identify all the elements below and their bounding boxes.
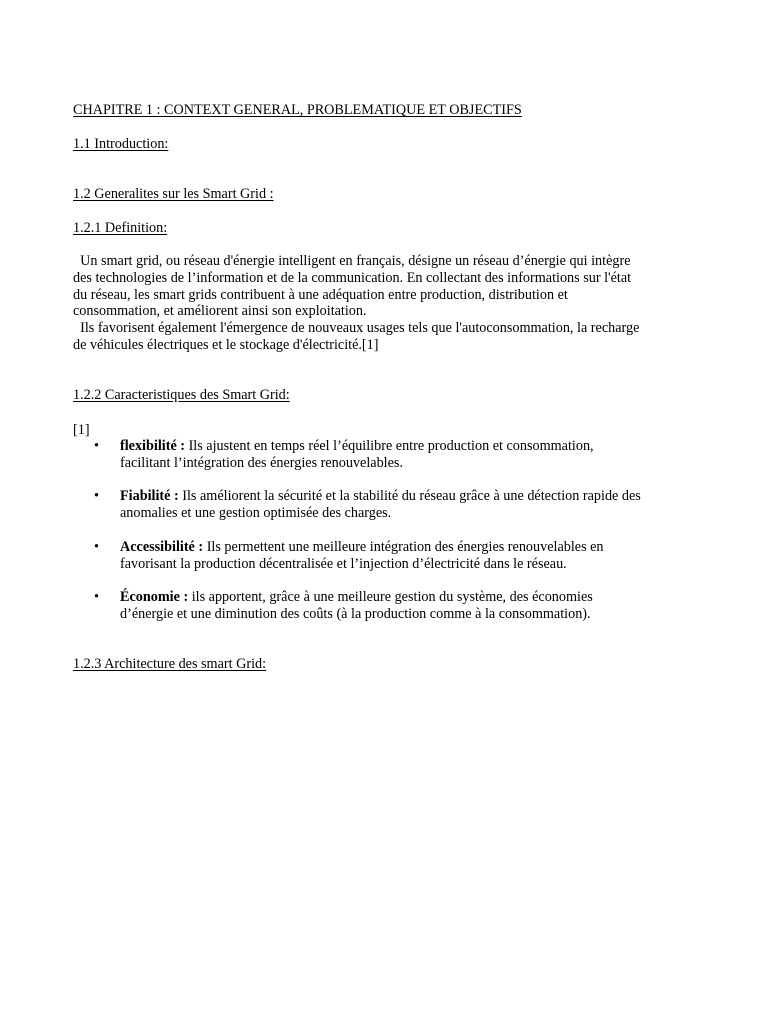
definition-line: de véhicules électriques et le stockage d'électricité.[1]	[73, 336, 379, 353]
list-item-text	[120, 539, 720, 573]
definition-line: des technologies de l’information et de la communication. En collectant des informations sur l'état	[73, 269, 632, 286]
section-heading-architecture: 1.2.3 Architecture des smart Grid:	[73, 656, 267, 672]
section-heading-caracteristiques: 1.2.2 Caracteristiques des Smart Grid:	[73, 387, 290, 403]
list-item-term: flexibilité :	[120, 438, 186, 454]
definition-line: consommation, et améliorent ainsi son exploitation.	[73, 303, 367, 320]
list-item-description: Ils ajustent en temps réel l’équilibre entre production et consommation,	[185, 438, 594, 454]
list-item-text	[120, 488, 720, 522]
definition-paragraph	[73, 253, 703, 354]
bullet-icon: •	[94, 589, 99, 605]
definition-line: du réseau, les smart grids contribuent à une adéquation entre production, distribution et	[73, 286, 568, 303]
list-item-description: favorisant la production décentralisée et l’injection d’électricité dans le réseau.	[120, 555, 567, 572]
section-heading-definition: 1.2.1 Definition:	[73, 220, 168, 236]
bullet-icon: •	[94, 539, 99, 555]
list-item-description: ils apportent, grâce à une meilleure gestion du système, des économies	[188, 589, 593, 605]
bullet-icon: •	[94, 488, 99, 504]
list-item-term: Fiabilité :	[120, 488, 179, 504]
list-item-description: facilitant l’intégration des énergies renouvelables.	[120, 454, 403, 471]
definition-line: Ils favorisent également l'émergence de nouveaux usages tels que l'autoconsommation, la recharge	[73, 320, 640, 337]
list-item-description: Ils améliorent la sécurité et la stabilité du réseau grâce à une détection rapide des	[178, 488, 641, 504]
list-item-description: anomalies et une gestion optimisée des charges.	[120, 504, 392, 521]
list-item-description: d’énergie et une diminution des coûts (à la production comme à la consommation).	[120, 605, 591, 622]
list-item-text	[120, 438, 720, 472]
bullet-icon: •	[94, 438, 99, 454]
list-item-term: Économie :	[120, 589, 189, 605]
definition-line: Un smart grid, ou réseau d'énergie intelligent en français, désigne un réseau d’énergie qui intègre	[73, 253, 631, 269]
chapter-title: CHAPITRE 1 : CONTEXT GENERAL, PROBLEMATIQUE ET OBJECTIFS	[73, 102, 522, 118]
section-heading-generalites: 1.2 Generalites sur les Smart Grid :	[73, 186, 274, 202]
reference-marker: [1]	[73, 422, 90, 438]
list-item-term: Accessibilité :	[120, 539, 204, 555]
section-heading-introduction: 1.1 Introduction:	[73, 136, 169, 152]
list-item-text	[120, 589, 720, 623]
list-item-description: Ils permettent une meilleure intégration des énergies renouvelables en	[203, 539, 604, 555]
